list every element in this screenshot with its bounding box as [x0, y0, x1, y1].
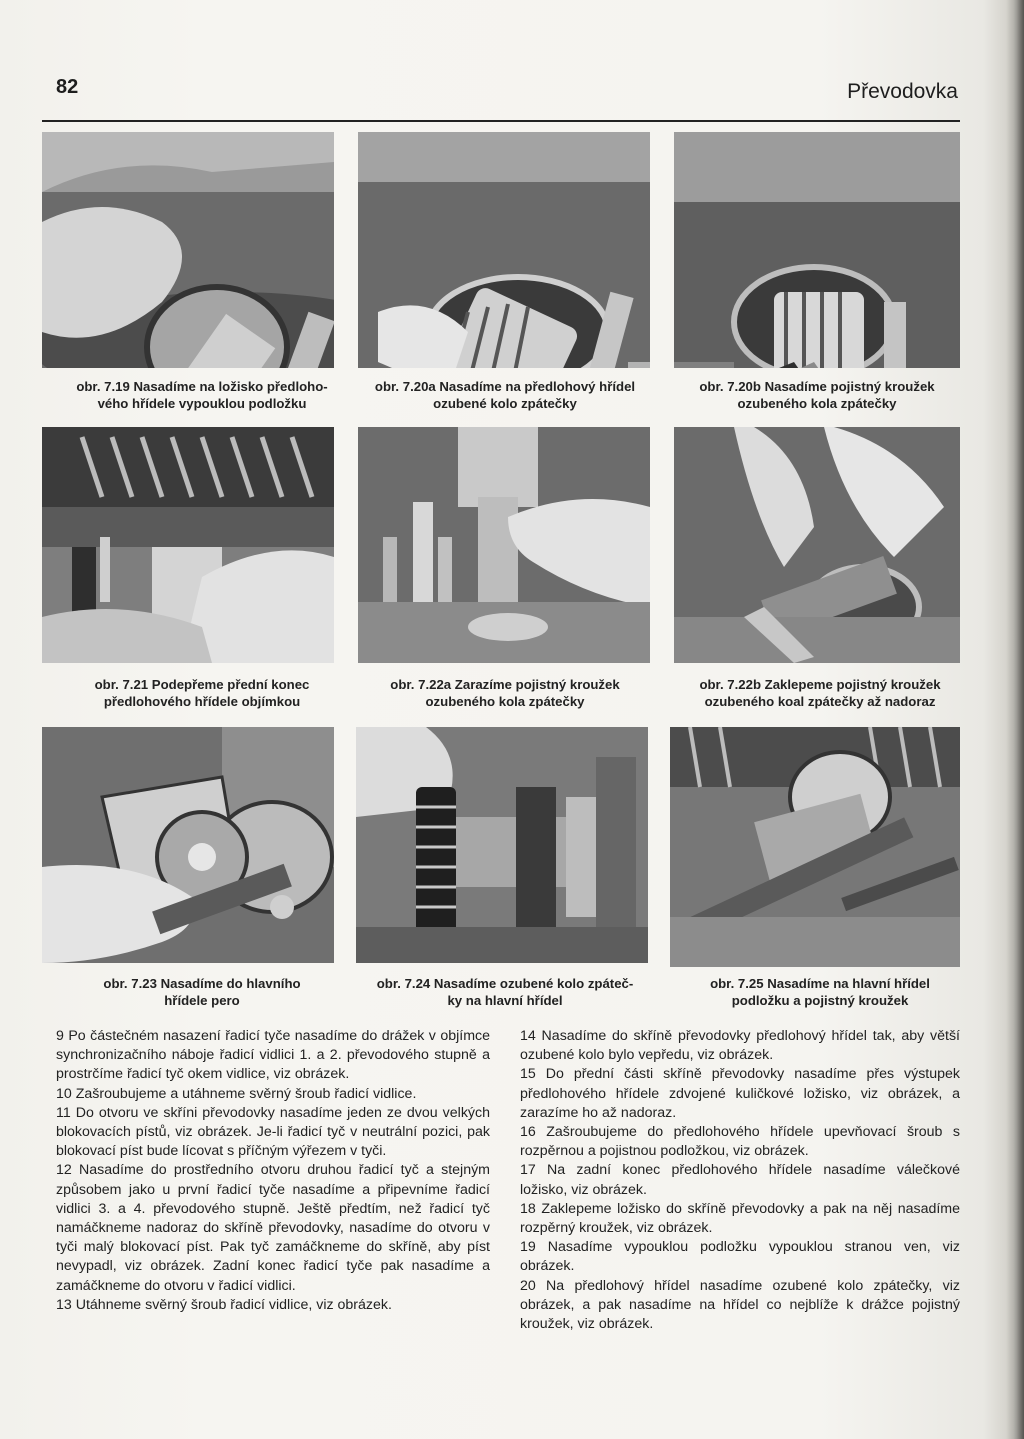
- step-15: 15 Do přední části skříně převodovky nasadíme přes výstupek předlohového hřídele zdvojené kuličkové ložisko, viz obrázek, a zarazíme ho až nadoraz.: [520, 1066, 960, 1121]
- figure-7-21-caption: obr. 7.21 Podepřeme přední konec předlohového hřídele objímkou: [94, 677, 310, 709]
- figure-7-22a-caption: obr. 7.22a Zarazíme pojistný kroužek ozubeného kola zpátečky: [390, 677, 620, 709]
- step-12: 12 Nasadíme do prostředního otvoru druhou řadicí tyč a stejným způsobem jako u první řadicí tyče nasadíme a připevníme řadicí vidlici 3. a 4. převodového stupně. Ještě předtím, než řadicí tyč namáčkneme nadoraz do skříně převodovky, nasadíme do otvoru v tyči malý blokovací píst. Pak tyč zamáčkneme do skříně, aby píst nevypadl, viz obrázek. Zadní konec řadicí tyče pak nasadíme a zamáčkneme do otvoru v řadicí vidlici.: [56, 1162, 490, 1294]
- step-19: 19 Nasadíme vypouklou podložku vypouklou stranou ven, viz obrázek.: [520, 1239, 960, 1275]
- figure-7-21-photo: [42, 427, 334, 663]
- figure-7-24-photo: [356, 727, 648, 963]
- figure-7-19-caption: obr. 7.19 Nasadíme na ložisko předloho- vého hřídele vypouklou podložku: [76, 379, 328, 411]
- binding-shadow: [1006, 0, 1024, 1439]
- step-20: 20 Na předlohový hřídel nasadíme ozubené kolo zpátečky, viz obrázek, a pak nasadíme na hřídel co nejblíže k drážce pojistný kroužek, viz obrázek.: [520, 1277, 960, 1333]
- figure-7-25-photo: [670, 727, 960, 967]
- figure-7-25-caption: obr. 7.25 Nasadíme na hlavní hřídel podložku a pojistný kroužek: [710, 976, 930, 1008]
- step-13: 13 Utáhneme svěrný šroub řadicí vidlice, viz obrázek.: [56, 1296, 392, 1313]
- step-16: 16 Zašroubujeme do předlohového hřídele upevňovací šroub s rozpěrnou a pojistnou podložkou, viz obrázek.: [520, 1124, 960, 1160]
- right-text-column: [520, 1027, 960, 1334]
- figure-7-23-photo: [42, 727, 334, 963]
- page-number: 82: [56, 76, 79, 98]
- figure-7-23-caption: obr. 7.23 Nasadíme do hlavního hřídele pero: [103, 976, 301, 1008]
- figure-7-22b-photo: [674, 427, 960, 663]
- figure-7-20a-photo: [358, 132, 650, 368]
- step-11: 11 Do otvoru ve skříni převodovky nasadíme jeden ze dvou velkých blokovacích pístů, viz obrázek. Je-li řadicí tyč v neutrální pozici, pak blokovací píst bude lícovat s příčným výřezem v tyči.: [56, 1104, 490, 1160]
- figure-7-22b-caption: obr. 7.22b Zaklepeme pojistný kroužek ozubeného koal zpátečky až nadoraz: [699, 677, 941, 709]
- left-text-column: [56, 1027, 490, 1315]
- figure-7-22a-photo: [358, 427, 650, 663]
- figure-7-24-caption: obr. 7.24 Nasadíme ozubené kolo zpáteč- ky na hlavní hřídel: [376, 976, 634, 1008]
- step-9: 9 Po částečném nasazení řadicí tyče nasadíme do drážek v objímce synchronizačního náboje řadicí vidlici 1. a 2. převodového stupně a prostrčíme řadicí tyč okem vidlice, viz obrázek.: [56, 1028, 490, 1083]
- figure-7-20b-photo: [674, 132, 960, 368]
- figure-7-20b-caption: obr. 7.20b Nasadíme pojistný kroužek ozubeného kola zpátečky: [699, 379, 935, 411]
- step-18: 18 Zaklepeme ložisko do skříně převodovky a pak na něj nasadíme rozpěrný kroužek, viz obrázek.: [520, 1200, 960, 1237]
- step-10: 10 Zašroubujeme a utáhneme svěrný šroub řadicí vidlice.: [56, 1085, 417, 1102]
- figure-7-19-photo: [42, 132, 334, 368]
- chapter-title: Převodovka: [847, 80, 958, 103]
- figure-7-20a-caption: obr. 7.20a Nasadíme na předlohový hřídel ozubené kolo zpátečky: [374, 379, 636, 411]
- step-14: 14 Nasadíme do skříně převodovky předlohový hřídel tak, aby větší ozubené kolo bylo vepředu, viz obrázek.: [520, 1028, 960, 1064]
- header-rule: [42, 120, 960, 122]
- step-17: 17 Na zadní konec předlohového hřídele nasadíme válečkové ložisko, viz obrázek.: [520, 1162, 960, 1198]
